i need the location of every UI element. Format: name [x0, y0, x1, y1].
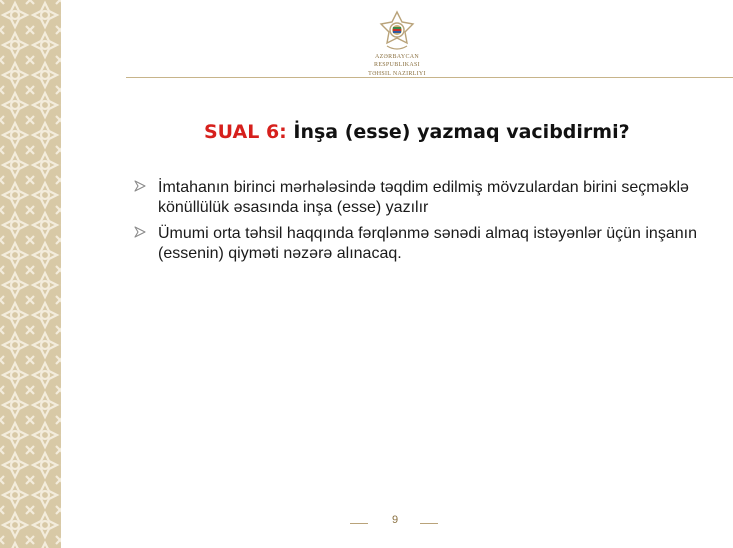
title-prefix: SUAL 6: [204, 121, 287, 143]
header-divider [126, 77, 733, 78]
ministry-emblem-header [352, 10, 442, 76]
state-emblem-icon [377, 10, 417, 52]
slide-title [204, 121, 630, 143]
bullet-item-1 [133, 178, 713, 218]
bullet-text-1: İmtahanın birinci mərhələsində təqdim edilmiş mövzulardan birini seçməklə könüllülük əsasında inşa (esse) yazılır [158, 179, 689, 216]
ministry-name-line2: TƏHSIL NAZIRLIYI [368, 71, 426, 77]
arrowhead-bullet-icon [133, 179, 147, 193]
bullet-list [133, 178, 713, 270]
ministry-name-line1: AZƏRBAYCAN RESPUBLIKASI [374, 54, 420, 68]
title-text: İnşa (esse) yazmaq vacibdirmi? [286, 121, 630, 143]
footer-divider-left [350, 523, 368, 524]
footer-divider-right [420, 523, 438, 524]
bullet-text-2: Ümumi orta təhsil haqqında fərqlənmə sənədi almaq istəyənlər üçün inşanın (essenin) qiyməti nəzərə alınacaq. [158, 225, 697, 262]
arrowhead-bullet-icon [133, 225, 147, 239]
decorative-ornament-strip [0, 0, 61, 548]
bullet-item-2 [133, 224, 713, 264]
slide-footer [350, 514, 440, 530]
page-number: 9 [391, 514, 399, 526]
